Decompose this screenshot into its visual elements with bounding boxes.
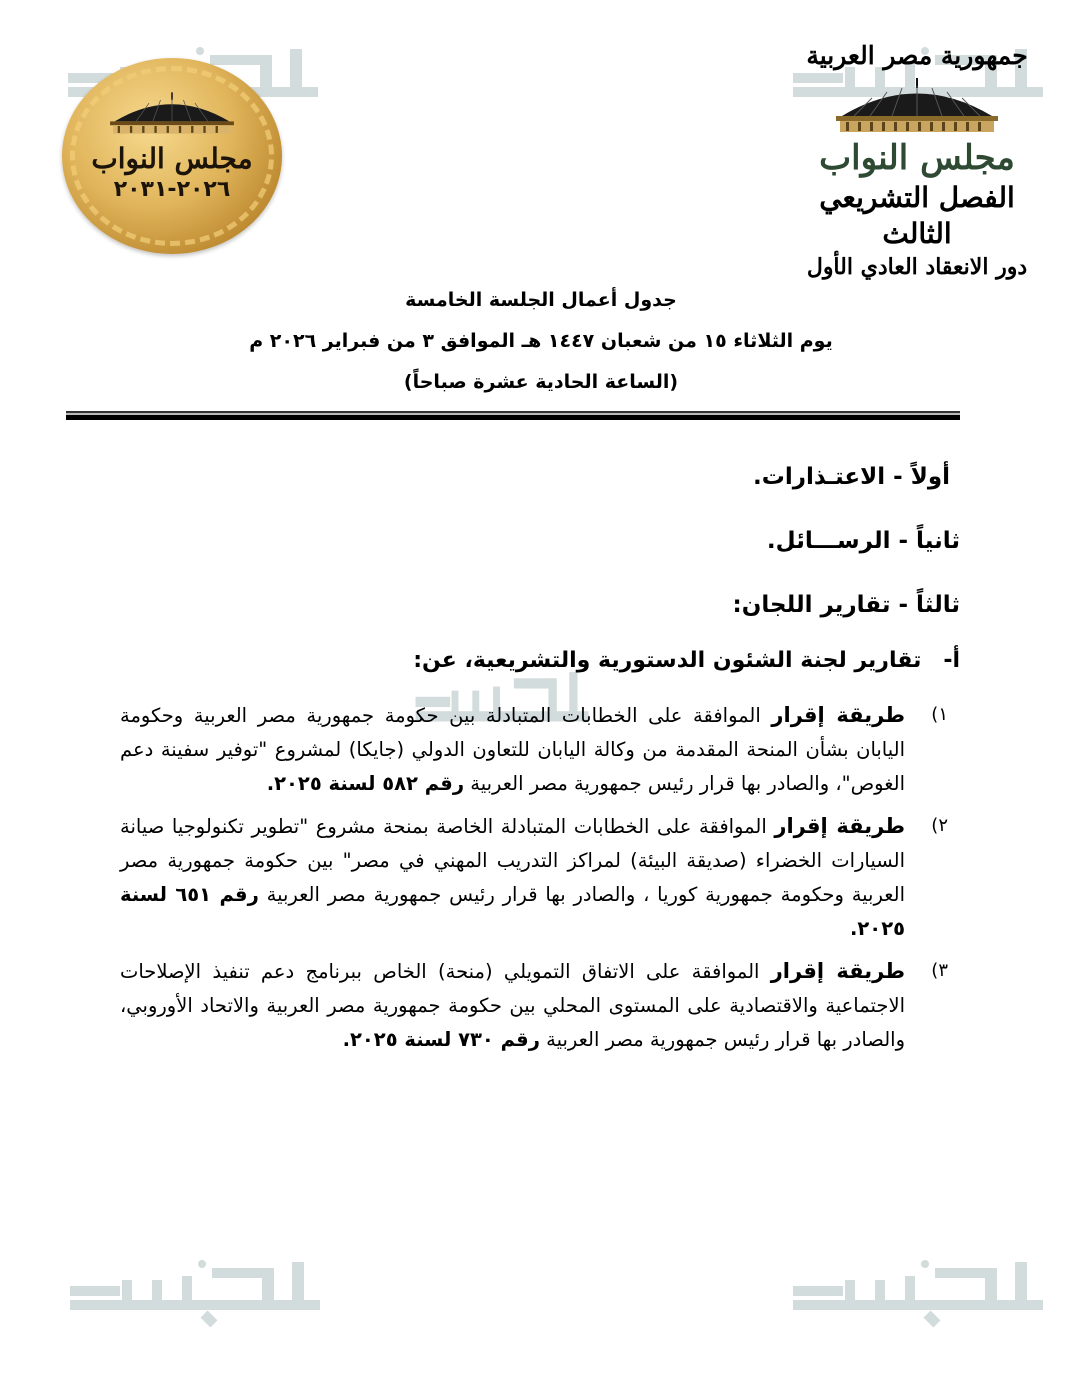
item-lead: طريقة إقرار (771, 703, 905, 727)
agenda-item (120, 809, 960, 946)
item-number: ١) (931, 704, 948, 725)
session-round: دور الانعقاد العادي الأول (806, 254, 1028, 280)
watermark-logo-icon (785, 1258, 1045, 1328)
item-reference: رقم ٥٨٢ لسنة ٢٠٢٥. (266, 772, 465, 795)
agenda-title: جدول أعمال الجلسة الخامسة (405, 289, 677, 311)
parliament-dome-icon (107, 88, 237, 138)
legislative-term: الفصل التشريعي الثالث (819, 181, 1015, 250)
item-number: ٣) (931, 960, 948, 981)
council-name: مجلس النواب (819, 138, 1015, 178)
subsection-constitutional-committee (413, 642, 960, 680)
item-text: الموافقة على الخطابات المتبادلة الخاصة بمنحة مشروع "تطوير تكنولوجيا صيانة السيارات الخضراء (صديقة البيئة) لمراكز التدريب المهني في مصر" بين حكومة جمهورية مصر العربية وحكومة جمهورية كوريا ، والصادر بها قرار رئيس جمهورية مصر العربية (120, 815, 905, 906)
item-lead: طريقة إقرار (770, 959, 905, 983)
agenda-items (120, 698, 960, 1065)
section-committee-reports: ثالثاً - تقارير اللجان: (732, 592, 960, 618)
watermark-bottom-right (785, 1258, 1045, 1328)
agenda-title-block (0, 280, 1082, 403)
letterhead-right (792, 40, 1042, 282)
watermark-bottom-left (62, 1258, 322, 1328)
parliament-dome-icon (832, 76, 1002, 134)
agenda-item (120, 698, 960, 801)
item-text: الموافقة على الخطابات المتبادلة بين حكومة جمهورية مصر العربية وحكومة اليابان بشأن المنحة المقدمة من وكالة اليابان للتعاون الدولي (جايكا) لمشروع "توفير سفينة دعم الغوص"، والصادر بها قرار رئيس جمهورية مصر العربية (120, 704, 905, 795)
republic-name: جمهورية مصر العربية (806, 41, 1028, 70)
house-seal (62, 58, 282, 254)
item-number: ٢) (931, 815, 948, 836)
item-reference: رقم ٦٥١ لسنة ٢٠٢٥. (120, 883, 905, 940)
agenda-date: يوم الثلاثاء ١٥ من شعبان ١٤٤٧ هـ الموافق ٣ من فبراير ٢٠٢٦ م (249, 330, 833, 352)
item-text: الموافقة على الاتفاق التمويلي (منحة) الخاص ببرنامج دعم تنفيذ الإصلاحات الاجتماعية والاقتصادية على المستوى المحلي بين حكومة جمهورية مصر العربية والاتحاد الأوروبي، والصادر بها قرار رئيس جمهورية مصر العربية (120, 960, 905, 1051)
watermark-logo-icon (62, 1258, 322, 1328)
item-reference: رقم ٧٣٠ لسنة ٢٠٢٥. (342, 1028, 540, 1051)
subsection-letter: أ- (943, 648, 960, 673)
agenda-item (120, 954, 960, 1057)
item-lead: طريقة إقرار (774, 814, 905, 838)
agenda-time: (الساعة الحادية عشرة صباحاً) (403, 371, 679, 393)
seal-years: ٢٠٢٦-٢٠٣١ (113, 177, 231, 202)
section-apologies: أولاً - الاعتـذارات. (753, 464, 950, 490)
subsection-label: تقارير لجنة الشئون الدستورية والتشريعية، عن: (413, 648, 922, 673)
header-divider (66, 411, 960, 420)
seal-council-name: مجلس النواب (91, 142, 253, 175)
section-messages: ثانياً - الرســـائل. (766, 528, 960, 554)
